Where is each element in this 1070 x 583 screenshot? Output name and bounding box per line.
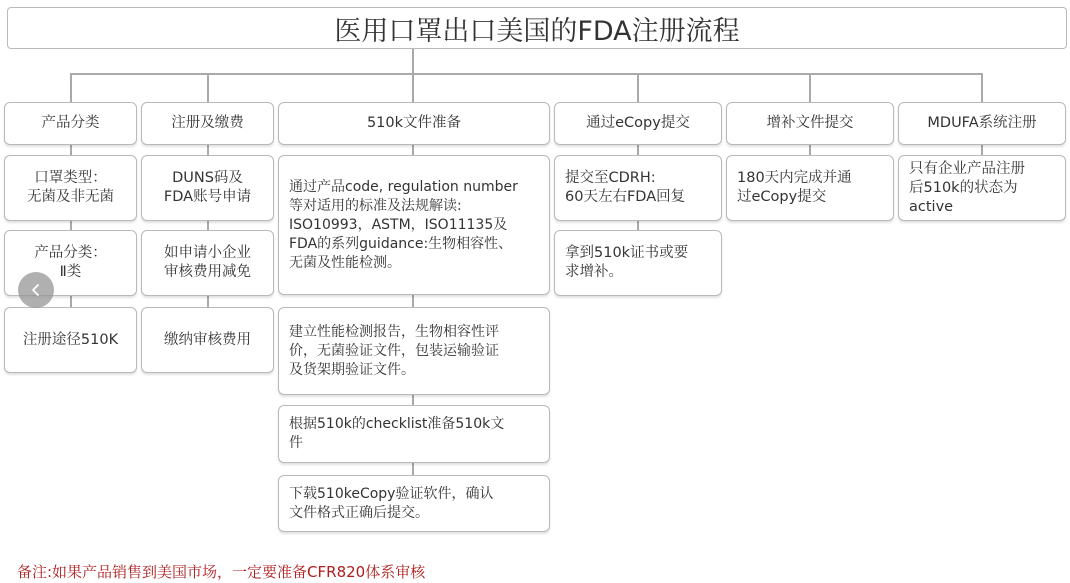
- header-label: MDUFA系统注册: [927, 115, 1037, 131]
- step-receive-certificate: [554, 230, 722, 296]
- header-label: 通过eCopy提交: [586, 115, 690, 131]
- connector-title-stem: [412, 49, 414, 73]
- step-mask-type: [4, 155, 137, 221]
- step-text: 下载510keCopy验证软件，确认 文件格式正确后提交。: [289, 485, 494, 521]
- flowchart-title: [7, 7, 1067, 49]
- step-text: 只有企业产品注册 后510k的状态为 active: [909, 160, 1025, 215]
- footnote: 备注:如果产品销售到美国市场，一定要准备CFR820体系审核: [17, 563, 426, 581]
- header-label: 注册及缴费: [171, 115, 244, 131]
- header-registration-fee: [141, 102, 274, 145]
- header-supplement-submission: [726, 102, 894, 145]
- step-text: 产品分类： Ⅱ类: [34, 245, 107, 280]
- step-text: 口罩类型： 无菌及非无菌: [27, 170, 114, 205]
- step-standards-interpretation: [278, 155, 550, 295]
- step-text: 根据510k的checklist准备510k文 件: [289, 416, 505, 451]
- step-text: 注册途径510K: [22, 331, 119, 348]
- chevron-left-icon: [29, 283, 43, 297]
- header-label: 产品分类: [41, 115, 100, 131]
- connector-drop-3: [412, 73, 414, 102]
- step-text: 建立性能检测报告，生物相容性评 价，无菌验证文件，包装运输验证 及货架期验证文件。: [289, 323, 499, 378]
- step-text: 如申请小企业 审核费用减免: [164, 245, 251, 280]
- connector-drop-5: [809, 73, 811, 102]
- step-ecopy-validation: [278, 475, 550, 532]
- connector-drop-2: [207, 73, 209, 102]
- step-checklist: [278, 405, 550, 463]
- header-mdufa-registration: [898, 102, 1066, 145]
- connector-drop-4: [637, 73, 639, 102]
- header-product-classification: [4, 102, 137, 145]
- step-small-business-reduction: [141, 230, 274, 296]
- flowchart-title-text: 医用口罩出口美国的FDA注册流程: [334, 15, 740, 47]
- step-pay-review-fee: [141, 307, 274, 373]
- step-text: 拿到510k证书或要 求增补。: [565, 245, 689, 280]
- header-label: 510k文件准备: [366, 115, 462, 131]
- connector-drop-6: [981, 73, 983, 102]
- connector-drop-1: [70, 73, 72, 102]
- step-submit-cdrh: [554, 155, 722, 221]
- step-registration-path: [4, 307, 137, 373]
- step-180-days: [726, 155, 894, 221]
- step-active-status: [898, 155, 1066, 221]
- step-text: 提交至CDRH: 60天左右FDA回复: [565, 170, 686, 205]
- header-ecopy-submission: [554, 102, 722, 145]
- step-text: 通过产品code, regulation number 等对适用的标准及法规解读: ISO10993，ASTM，ISO11135及 FDA的系列guidance:生物相容性、 无菌及性能检测。: [289, 178, 518, 271]
- header-label: 增补文件提交: [766, 115, 854, 131]
- step-test-reports: [278, 307, 550, 395]
- step-text: 180天内完成并通 过eCopy提交: [737, 170, 852, 205]
- carousel-prev-button[interactable]: [18, 272, 54, 308]
- step-duns-fda-account: [141, 155, 274, 221]
- step-text: DUNS码及 FDA账号申请: [163, 170, 252, 205]
- header-510k-preparation: [278, 102, 550, 145]
- step-text: 缴纳审核费用: [164, 331, 251, 348]
